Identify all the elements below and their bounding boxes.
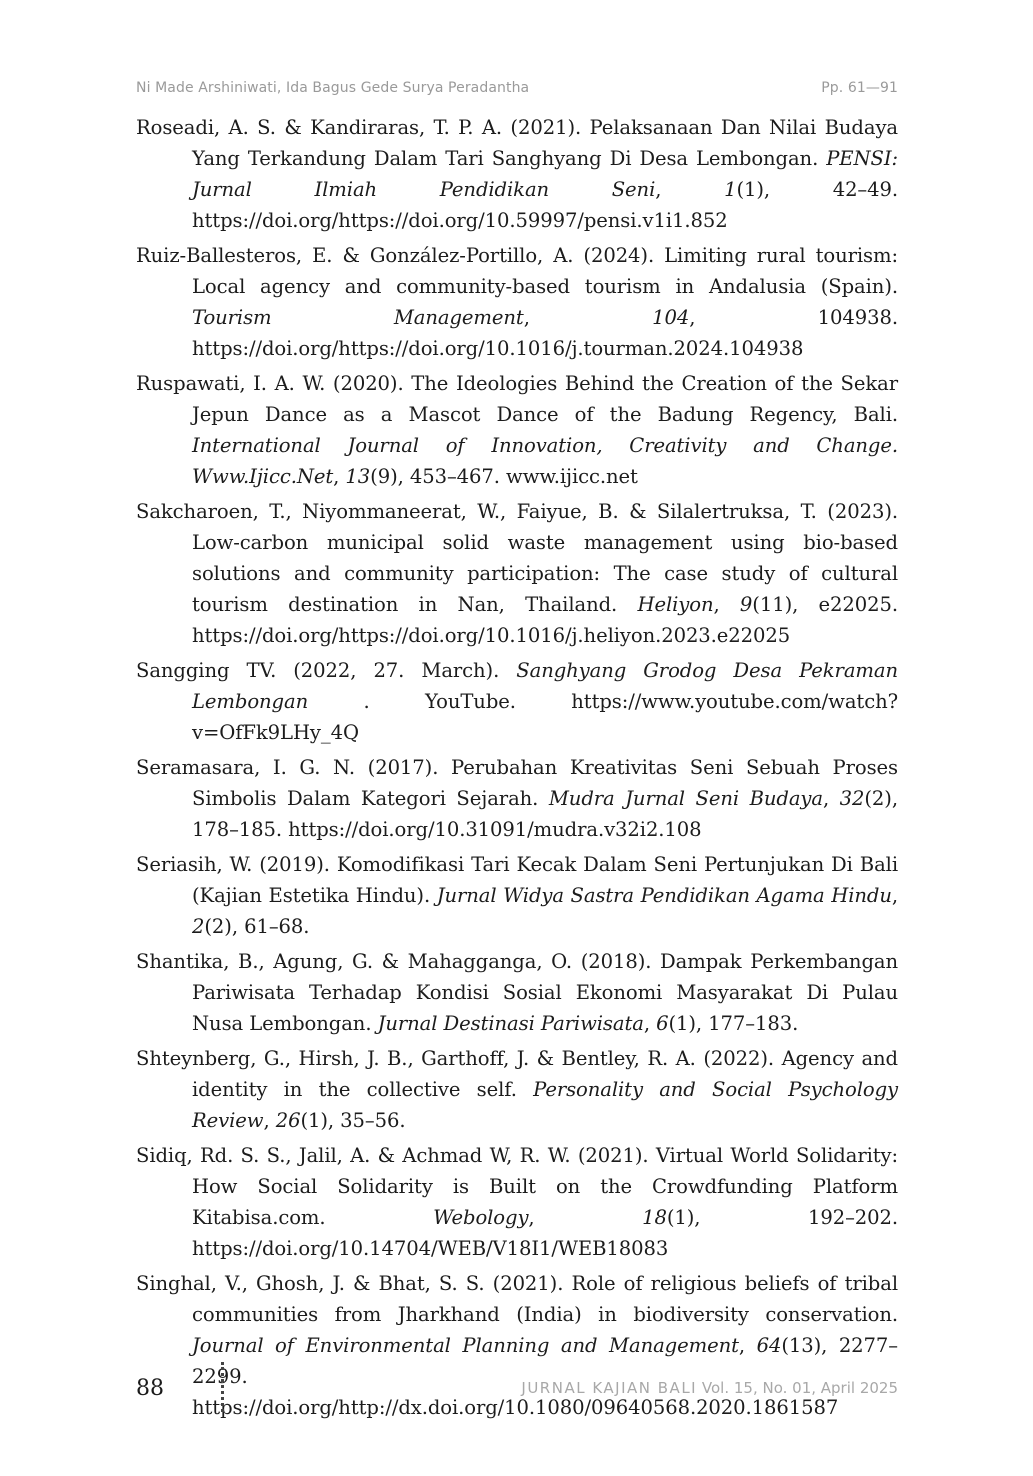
page-number: 88 bbox=[136, 1376, 164, 1401]
reference-volume: 104 bbox=[652, 306, 690, 329]
reference-source: Jurnal Destinasi Pariwisata bbox=[377, 1012, 644, 1035]
journal-footer bbox=[521, 1379, 898, 1397]
running-head bbox=[136, 80, 898, 104]
running-head-pages: Pp. 61—91 bbox=[821, 80, 898, 96]
reference-source: Heliyon bbox=[637, 593, 714, 616]
journal-issue: Vol. 15, No. 01, April 2025 bbox=[697, 1379, 898, 1397]
reference-source: Mudra Jurnal Seni Budaya bbox=[548, 787, 823, 810]
reference-item: Sakcharoen, T., Niyommaneerat, W., Faiyue, B. & Silalertruksa, T. (2023). Low-carbon municipal solid waste management using bio-based solutions and community participation: The case study of cultural tourism destination in Nan, Thailand. Heliyon, 9(11), e22025. https://doi.org/https://doi.org/10.1016/j.heliyon.2023.e22025 bbox=[136, 500, 898, 647]
reference-volume: 18 bbox=[642, 1206, 667, 1229]
reference-source: Sanghyang Grodog Desa Pekraman Lembongan bbox=[192, 659, 898, 713]
reference-volume: 32 bbox=[839, 787, 865, 810]
reference-volume: 2 bbox=[192, 915, 205, 938]
reference-volume: 26 bbox=[275, 1109, 301, 1132]
journal-name: JURNAL KAJIAN BALI bbox=[521, 1379, 698, 1397]
reference-item: Sangging TV. (2022, 27. March). Sanghyang Grodog Desa Pekraman Lembongan . YouTube. https://www.youtube.com/watch?v=OfFk9LHy_4Q bbox=[136, 659, 898, 744]
reference-volume: 9 bbox=[739, 593, 753, 616]
reference-volume: 1 bbox=[724, 178, 737, 201]
reference-item: Roseadi, A. S. & Kandiraras, T. P. A. (2021). Pelaksanaan Dan Nilai Budaya Yang Terkandung Dalam Tari Sanghyang Di Desa Lembongan. PENSI: Jurnal Ilmiah Pendidikan Seni, 1(1), 42–49. https://doi.org/https://doi.org/10.59997/pensi.v1i1.852 bbox=[136, 116, 898, 232]
reference-source: Webology bbox=[433, 1206, 529, 1229]
reference-item: Seramasara, I. G. N. (2017). Perubahan Kreativitas Seni Sebuah Proses Simbolis Dalam Kategori Sejarah. Mudra Jurnal Seni Budaya, 32(2), 178–185. https://doi.org/10.31091/mudra.v32i2.108 bbox=[136, 756, 898, 841]
reference-source: Tourism Management bbox=[192, 306, 524, 329]
running-head-authors: Ni Made Arshiniwati, Ida Bagus Gede Surya Peradantha bbox=[136, 80, 530, 96]
reference-item: Ruiz-Ballesteros, E. & González-Portillo, A. (2024). Limiting rural tourism: Local agency and community-based tourism in Andalusia (Spain). Tourism Management, 104, 104938. https://doi.org/https://doi.org/10.1016/j.tourman.2024.104938 bbox=[136, 244, 898, 360]
reference-volume: 6 bbox=[656, 1012, 669, 1035]
reference-source: International Journal of Innovation, Creativity and Change. Www.Ijicc.Net bbox=[192, 434, 898, 488]
reference-list bbox=[136, 112, 898, 1427]
reference-volume: 13 bbox=[345, 465, 371, 488]
reference-source: Journal of Environmental Planning and Management bbox=[192, 1334, 739, 1357]
reference-item: Seriasih, W. (2019). Komodifikasi Tari Kecak Dalam Seni Pertunjukan Di Bali (Kajian Estetika Hindu). Jurnal Widya Sastra Pendidikan Agama Hindu, 2(2), 61–68. bbox=[136, 853, 898, 938]
reference-source: Personality and Social Psychology Review bbox=[192, 1078, 898, 1132]
reference-volume: 64 bbox=[756, 1334, 782, 1357]
reference-item: Singhal, V., Ghosh, J. & Bhat, S. S. (2021). Role of religious beliefs of tribal communities from Jharkhand (India) in biodiversity conservation. Journal of Environmental Planning and Management, 64(13), 2277–2299. https://doi.org/http://dx.doi.org/10.1080/09640568.2020.1861587 bbox=[136, 1272, 898, 1419]
reference-item: Shantika, B., Agung, G. & Mahagganga, O. (2018). Dampak Perkembangan Pariwisata Terhadap Kondisi Sosial Ekonomi Masyarakat Di Pulau Nusa Lembongan. Jurnal Destinasi Pariwisata, 6(1), 177–183. bbox=[136, 950, 898, 1035]
reference-item: Sidiq, Rd. S. S., Jalil, A. & Achmad W, R. W. (2021). Virtual World Solidarity: How Social Solidarity is Built on the Crowdfunding Platform Kitabisa.com. Webology, 18(1), 192–202. https://doi.org/10.14704/WEB/V18I1/WEB18083 bbox=[136, 1144, 898, 1260]
reference-source: PENSI: Jurnal Ilmiah Pendidikan Seni bbox=[192, 147, 898, 201]
footer-divider bbox=[221, 1362, 224, 1412]
reference-item: Shteynberg, G., Hirsh, J. B., Garthoff, J. & Bentley, R. A. (2022). Agency and identity in the collective self. Personality and Social Psychology Review, 26(1), 35–56. bbox=[136, 1047, 898, 1132]
reference-item: Ruspawati, I. A. W. (2020). The Ideologies Behind the Creation of the Sekar Jepun Dance as a Mascot Dance of the Badung Regency, Bali. International Journal of Innovation, Creativity and Change. Www.Ijicc.Net, 13(9), 453–467. www.ijicc.net bbox=[136, 372, 898, 488]
reference-source: Jurnal Widya Sastra Pendidikan Agama Hindu bbox=[436, 884, 892, 907]
